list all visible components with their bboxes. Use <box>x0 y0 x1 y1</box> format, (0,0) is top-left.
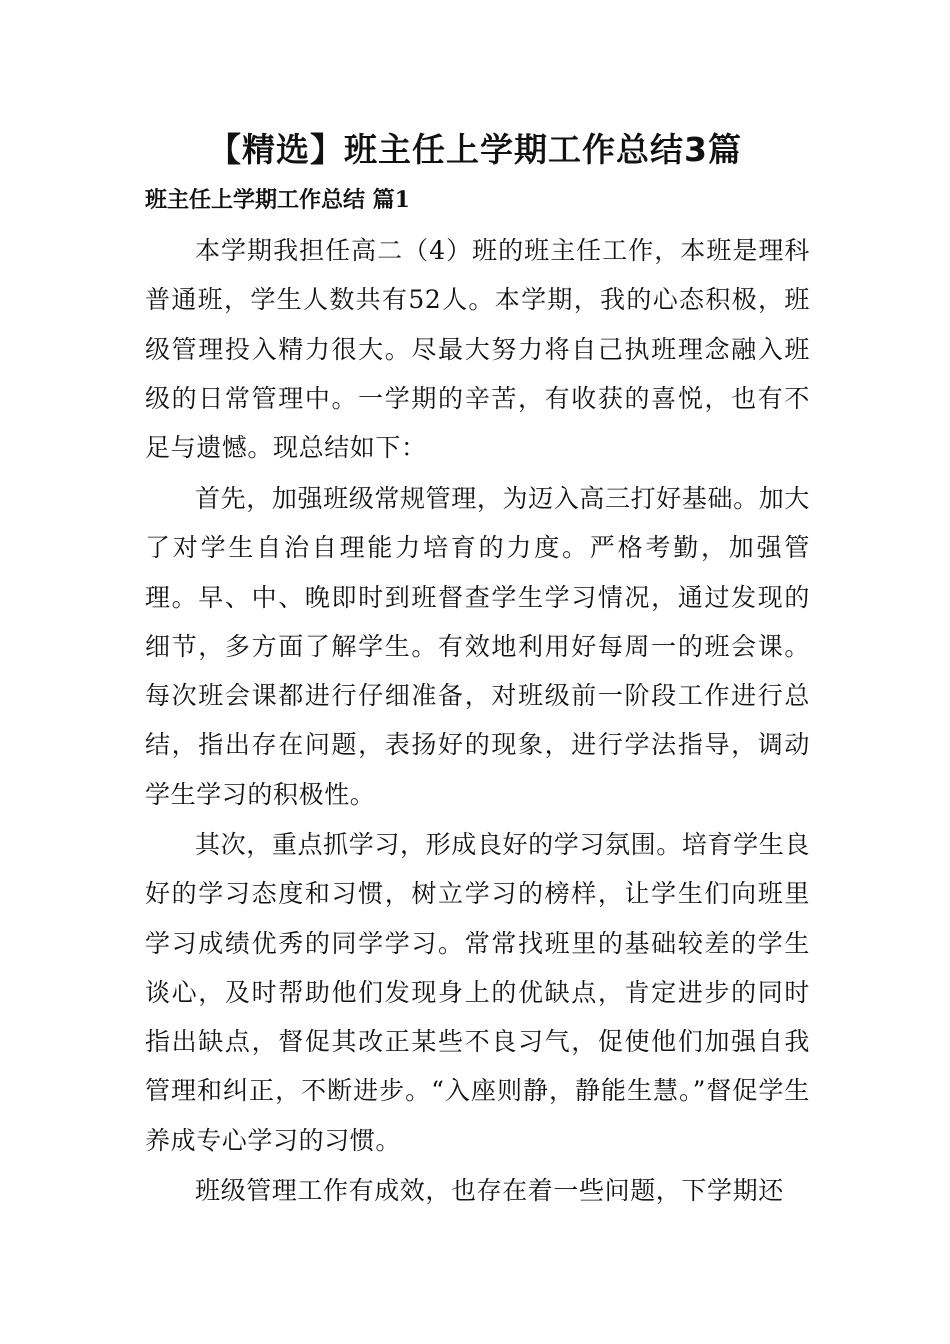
document-title: 【精选】班主任上学期工作总结3篇 <box>208 130 742 169</box>
paragraph: 班级管理工作有成效，也存在着一些问题，下学期还 <box>195 1176 784 1205</box>
section-heading: 班主任上学期工作总结 篇1 <box>145 187 410 213</box>
paragraph: 首先，加强班级常规管理，为迈入高三打好基础。加大了对学生自治自理能力培育的力度。严格考勤，加强管理。早、中、晚即时到班督查学生学习情况，通过发现的细节，多方面了解学生。有效地利用好每周一的班会课。每次班会课都进行仔细准备，对班级前一阶段工作进行总结，指出存在问题，表扬好的现象，进行学法指导，调动学生学习的积极性。 <box>145 484 810 809</box>
paragraph: 本学期我担任高二（4）班的班主任工作，本班是理科普通班，学生人数共有52人。本学期，我的心态积极，班级管理投入精力很大。尽最大努力将自己执班理念融入班级的日常管理中。一学期的辛苦，有收获的喜悦，也有不足与遗憾。现总结如下： <box>145 236 810 463</box>
paragraph: 其次，重点抓学习，形成良好的学习氛围。培育学生良好的学习态度和习惯，树立学习的榜样，让学生们向班里学习成绩优秀的同学学习。常常找班里的基础较差的学生谈心，及时帮助他们发现身上的优缺点，肯定进步的同时指出缺点，督促其改正某些不良习气，促使他们加强自我管理和纠正，不断进步。“入座则静，静能生慧。”督促学生养成专心学习的习惯。 <box>145 830 810 1155</box>
